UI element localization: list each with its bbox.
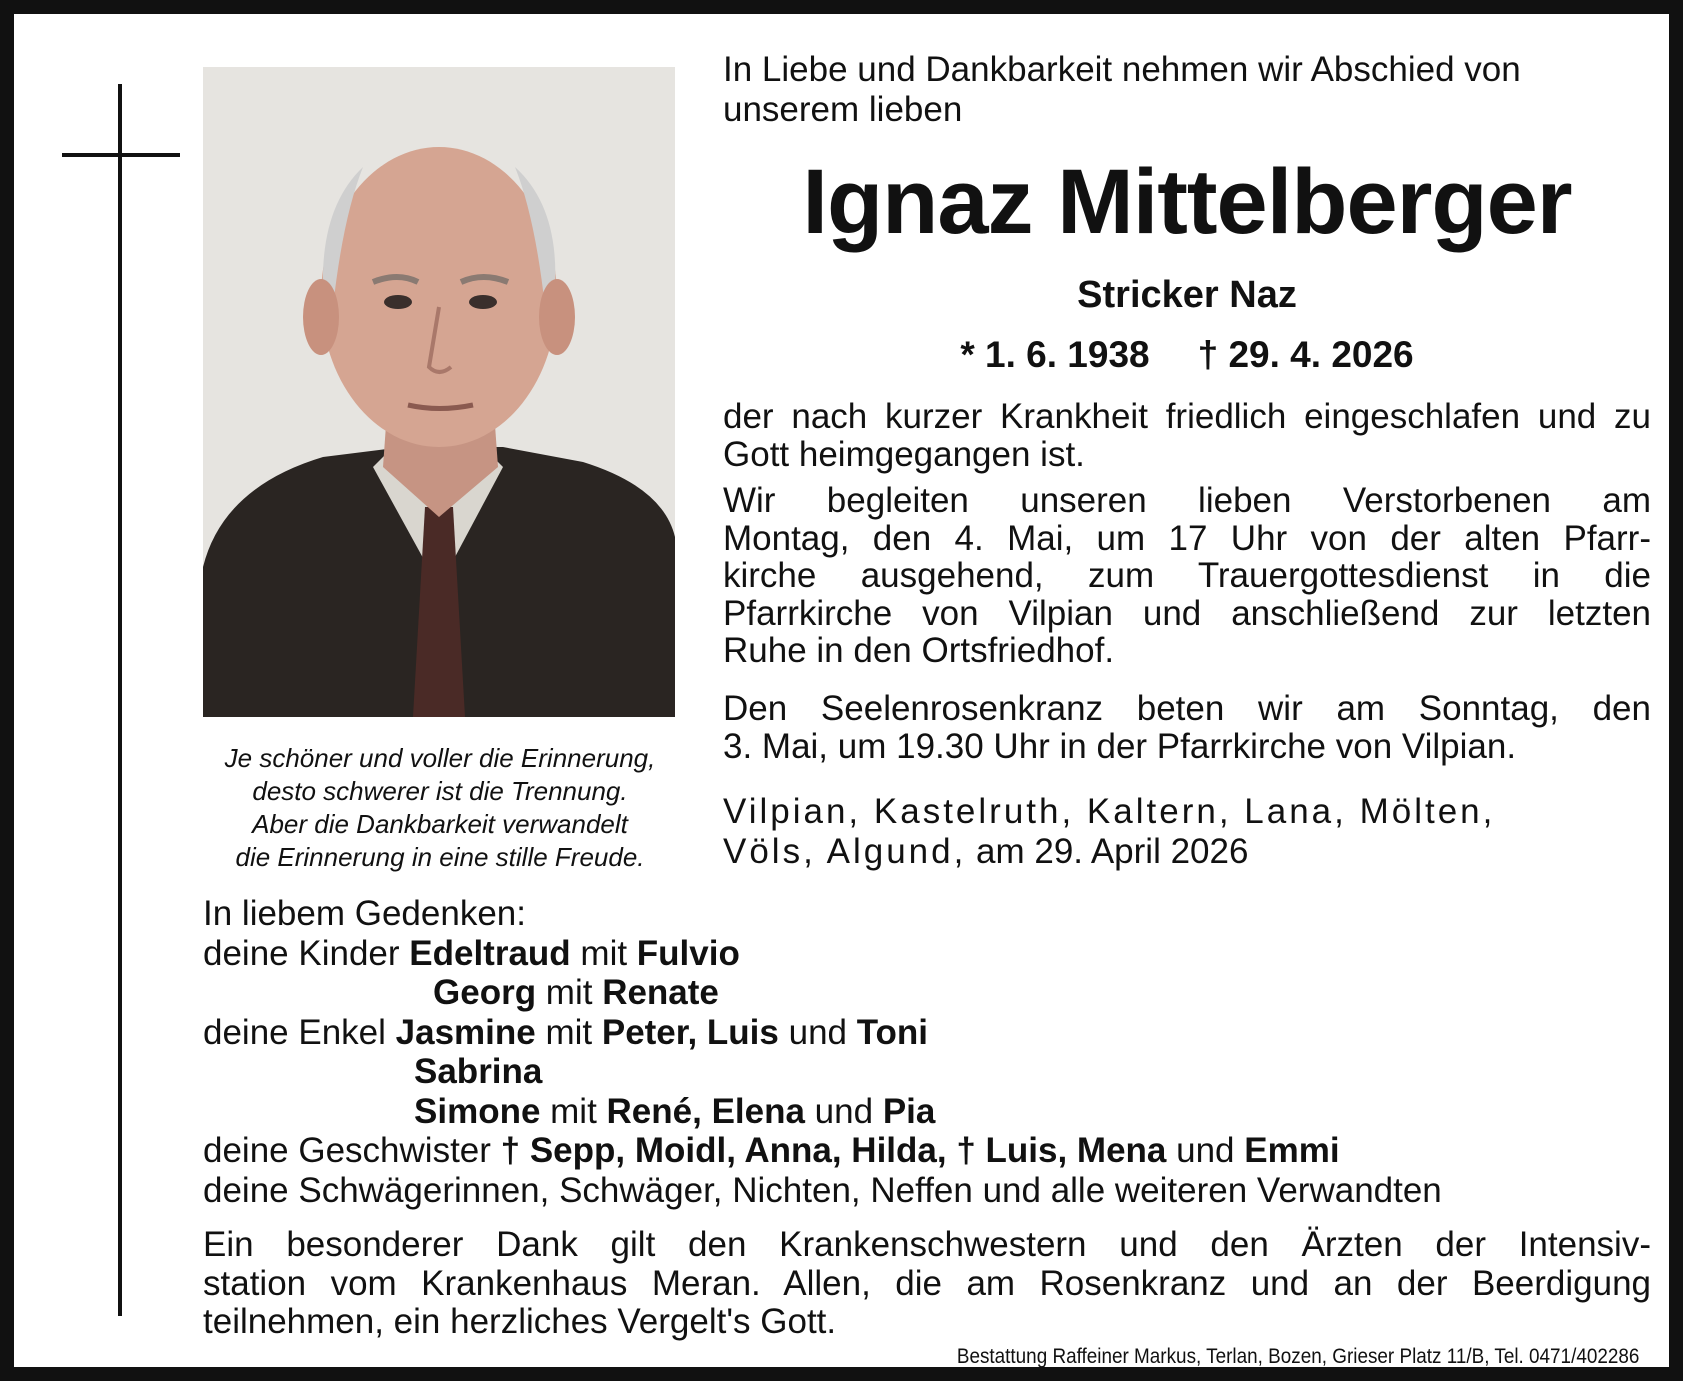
- kid-name: Edeltraud: [409, 933, 571, 973]
- quote-line: die Erinnerung in eine stille Freude.: [235, 842, 645, 872]
- sibling-name: Emmi: [1244, 1131, 1340, 1170]
- rosary-line: 3. Mai, um 19.30 Uhr in der Pfarrkirche von Vilpian.: [723, 726, 1517, 766]
- funeral-line: kirche ausgehend, zum Trauergottesdienst in die: [723, 556, 1651, 595]
- deceased-nickname: Stricker Naz: [1077, 274, 1297, 316]
- notice-date: am 29. April 2026: [966, 832, 1249, 871]
- thanks-line: Ein besonderer Dank gilt den Krankenschwestern und den Ärzten der Intensiv-: [203, 1225, 1651, 1264]
- kid-partner: Fulvio: [636, 933, 740, 973]
- siblings-label: deine Geschwister: [203, 1131, 501, 1170]
- cross-icon: [118, 84, 122, 1316]
- grandkid-name: Sabrina: [414, 1052, 543, 1091]
- family-row-grandkids: [203, 1013, 1653, 1053]
- grand-label: deine Enkel: [203, 1012, 396, 1052]
- deceased-name: Ignaz Mittelberger: [802, 151, 1572, 253]
- great-grandkid: Toni: [856, 1012, 928, 1052]
- mit-word: mit: [540, 1091, 607, 1131]
- birth-date: * 1. 6. 1938: [960, 334, 1150, 375]
- portrait-photo: [203, 67, 675, 717]
- quote-line: Aber die Dankbarkeit verwandelt: [252, 809, 628, 839]
- funeral-home-footer: Bestattung Raffeiner Markus, Terlan, Bozen, Grieser Platz 11/B, Tel. 0471/402286: [956, 1345, 1639, 1368]
- rosary-info: [723, 690, 1651, 765]
- siblings-names: † Sepp, Moidl, Anna, Hilda, † Luis, Mena: [500, 1131, 1167, 1170]
- great-grandkid: Pia: [882, 1091, 936, 1131]
- funeral-info: [723, 482, 1651, 670]
- family-row-kids-2: [203, 973, 1653, 1013]
- cross-icon-bar: [62, 153, 180, 157]
- great-grandkids: René, Elena: [606, 1091, 805, 1131]
- intro-text: [723, 50, 1651, 130]
- und-word: und: [804, 1091, 883, 1131]
- family-list: [203, 894, 1653, 1210]
- family-row-relatives: deine Schwägerinnen, Schwäger, Nichten, Neffen und alle weiteren Verwandten: [203, 1170, 1442, 1210]
- kids-label: deine Kinder: [203, 933, 410, 973]
- mit-word: mit: [570, 933, 637, 973]
- und-word: und: [778, 1012, 857, 1052]
- quote-line: Je schöner und voller die Erinnerung,: [224, 743, 656, 773]
- family-row-siblings: [203, 1131, 1653, 1171]
- death-date: † 29. 4. 2026: [1197, 334, 1414, 375]
- places-date: [723, 792, 1651, 872]
- places-line: Vilpian, Kastelruth, Kaltern, Lana, Mölten,: [723, 792, 1496, 831]
- life-dates: [723, 332, 1651, 378]
- funeral-line: Wir begleiten unseren lieben Verstorbenen am: [723, 481, 1651, 520]
- funeral-line: Montag, den 4. Mai, um 17 Uhr von der alten Pfarr-: [723, 518, 1651, 558]
- great-grandkids: Peter, Luis: [601, 1012, 779, 1052]
- intro-line: In Liebe und Dankbarkeit nehmen wir Abschied von: [723, 50, 1521, 89]
- family-row-grandkids-2: [203, 1052, 1653, 1092]
- family-heading: In liebem Gedenken:: [203, 894, 526, 933]
- family-row-grandkids-3: [203, 1092, 1653, 1132]
- family-row-kids: [203, 934, 1653, 974]
- thanks-text: [203, 1226, 1651, 1342]
- grandkid-name: Simone: [414, 1091, 541, 1131]
- mit-word: mit: [535, 1012, 602, 1052]
- intro-line: unserem lieben: [723, 90, 963, 129]
- rosary-line: Den Seelenrosenkranz beten wir am Sonntag, den: [723, 689, 1651, 728]
- places-line: [723, 832, 1651, 872]
- death-note: der nach kurzer Krankheit friedlich eingeschlafen und zu Gott heimgegangen ist.: [723, 397, 1651, 474]
- kid-name: Georg: [433, 973, 537, 1012]
- mit-word: mit: [536, 973, 603, 1012]
- grandkid-name: Jasmine: [395, 1012, 536, 1052]
- funeral-line: Ruhe in den Ortsfriedhof.: [723, 631, 1115, 670]
- thanks-line: station vom Krankenhaus Meran. Allen, die am Rosenkranz und an der Beerdigung: [203, 1263, 1651, 1303]
- memorial-quote: [190, 742, 690, 874]
- und-word: und: [1166, 1131, 1245, 1170]
- kid-partner: Renate: [602, 973, 719, 1012]
- thanks-line: teilnehmen, ein herzliches Vergelt's Gott.: [203, 1302, 837, 1341]
- funeral-line: Pfarrkirche von Vilpian und anschließend zur letzten: [723, 593, 1651, 633]
- quote-line: desto schwerer ist die Trennung.: [252, 776, 628, 806]
- places-names: Völs, Algund,: [723, 832, 967, 871]
